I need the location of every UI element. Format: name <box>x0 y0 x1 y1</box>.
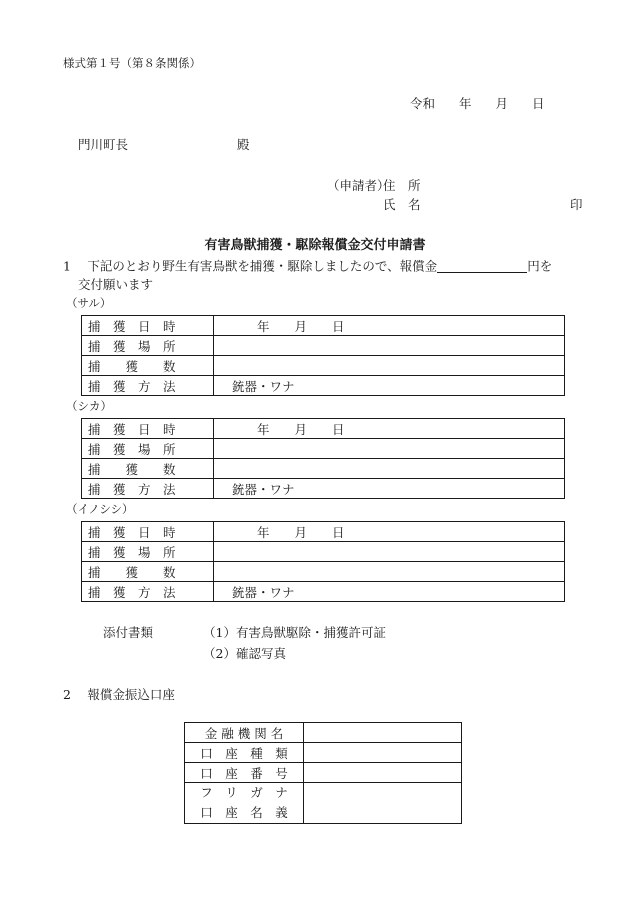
bank-label: 口 座 番 号 <box>185 763 304 783</box>
date-line <box>410 98 545 111</box>
row-label: 捕 獲 日 時 <box>88 524 176 540</box>
table-row <box>82 562 565 582</box>
row-label: 捕 獲 場 所 <box>88 338 176 354</box>
row-label: 捕 獲 数 <box>88 358 176 374</box>
date-day: 日 <box>532 96 545 111</box>
row-value[interactable]: 年 月 日 <box>214 316 565 336</box>
row-label: 捕 獲 方 法 <box>88 584 176 600</box>
table-row <box>82 522 565 542</box>
table-row <box>82 439 565 459</box>
date-month: 月 <box>495 96 509 111</box>
table-row <box>82 336 565 356</box>
table-row <box>82 459 565 479</box>
table-row <box>82 479 565 499</box>
table-row <box>185 783 462 824</box>
row-value[interactable]: 年 月 日 <box>214 419 565 439</box>
date-year: 年 <box>459 96 472 111</box>
kana-label: フ リ ガ ナ <box>200 785 288 800</box>
bank-label: 金 融 機 関 名 <box>185 723 304 743</box>
bank-value[interactable] <box>304 723 462 743</box>
attachment-item: （1）有害鳥獣駆除・捕獲許可証 <box>203 625 386 640</box>
table-row <box>82 356 565 376</box>
row-value[interactable]: 銃器・ワナ <box>214 376 565 396</box>
row-value[interactable] <box>214 542 565 562</box>
applicant-label: （申請者） <box>327 178 390 193</box>
capture-table <box>81 418 565 499</box>
bank-value[interactable] <box>304 783 462 824</box>
table-row <box>82 419 565 439</box>
animal-label: （シカ） <box>66 399 112 413</box>
table-row <box>82 376 565 396</box>
row-value[interactable] <box>214 439 565 459</box>
item2-heading: 2 報償金振込口座 <box>63 687 175 702</box>
amount-blank[interactable] <box>437 260 527 273</box>
bank-value[interactable] <box>304 743 462 763</box>
row-label: 捕 獲 数 <box>88 564 176 580</box>
table-row <box>82 316 565 336</box>
table-row <box>185 723 462 743</box>
capture-table <box>81 521 565 602</box>
row-value[interactable] <box>214 459 565 479</box>
bank-label: 口 座 種 類 <box>185 743 304 763</box>
honorific: 殿 <box>237 137 250 152</box>
holder-label: 口 座 名 義 <box>200 805 288 820</box>
row-value[interactable] <box>214 356 565 376</box>
row-label: 捕 獲 場 所 <box>88 441 176 457</box>
row-value[interactable] <box>214 562 565 582</box>
animal-label: （イノシシ） <box>66 502 134 516</box>
seal-mark: 印 <box>570 197 583 212</box>
addressee: 門川町長 <box>78 137 129 152</box>
table-row <box>185 763 462 783</box>
item1-line2: 交付願います <box>78 277 154 292</box>
document-title: 有害鳥獣捕獲・駆除報償金交付申請書 <box>204 238 426 253</box>
row-label: 捕 獲 日 時 <box>88 318 176 334</box>
row-value[interactable]: 銃器・ワナ <box>214 582 565 602</box>
applicant-address-label: 住 所 <box>383 178 421 193</box>
row-value[interactable]: 銃器・ワナ <box>214 479 565 499</box>
attachment-item: （2）確認写真 <box>203 646 286 661</box>
bank-table <box>184 722 462 824</box>
item1-suffix: 円を <box>527 258 553 274</box>
item1-text: 1 下記のとおり野生有害鳥獣を捕獲・駆除しましたので、報償金 <box>63 258 438 274</box>
attachments-label: 添付書類 <box>103 625 154 640</box>
table-row <box>82 582 565 602</box>
applicant-name-label: 氏 名 <box>383 197 421 212</box>
animal-label: （サル） <box>66 296 112 310</box>
row-label: 捕 獲 方 法 <box>88 481 176 497</box>
row-value[interactable]: 年 月 日 <box>214 522 565 542</box>
row-label: 捕 獲 場 所 <box>88 544 176 560</box>
date-era: 令和 <box>410 96 436 111</box>
row-label: 捕 獲 日 時 <box>88 421 176 437</box>
capture-table <box>81 315 565 396</box>
form-number: 様式第１号（第８条関係） <box>63 56 201 70</box>
bank-value[interactable] <box>304 763 462 783</box>
row-label: 捕 獲 方 法 <box>88 378 176 394</box>
bank-label-holder <box>185 783 304 824</box>
table-row <box>82 542 565 562</box>
item1-line <box>63 260 552 273</box>
table-row <box>185 743 462 763</box>
row-label: 捕 獲 数 <box>88 461 176 477</box>
row-value[interactable] <box>214 336 565 356</box>
